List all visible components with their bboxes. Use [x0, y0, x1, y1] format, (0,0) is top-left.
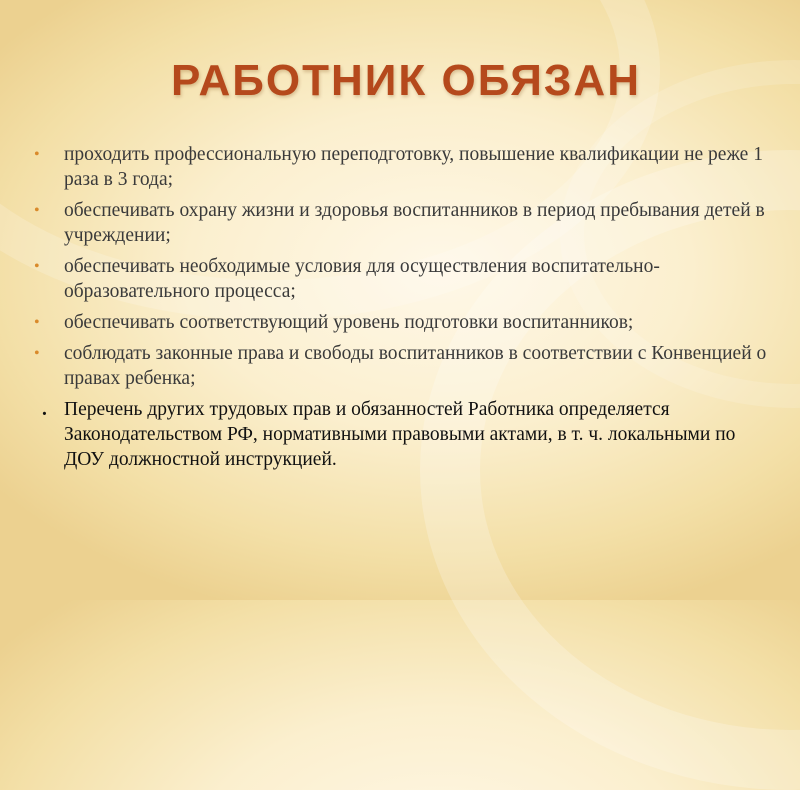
bullet-icon: • — [34, 345, 40, 362]
list-item-text: обеспечивать охрану жизни и здоровья воспитанников в период пребывания детей в учреждении; — [64, 200, 765, 246]
slide-body — [34, 142, 774, 472]
slide-title: РАБОТНИК ОБЯЗАН — [171, 56, 641, 105]
list-item-text: обеспечивать соответствующий уровень подготовки воспитанников; — [64, 312, 634, 333]
list-item — [34, 254, 774, 304]
bullet-icon: • — [34, 202, 40, 219]
list-item — [34, 310, 774, 335]
note-paragraph — [34, 397, 774, 472]
list-item-text: проходить профессиональную переподготовку, повышение квалификации не реже 1 раза в 3 года; — [64, 144, 763, 190]
list-item-text: соблюдать законные права и свободы воспитанников в соответствии с Конвенцией о правах ребенка; — [64, 343, 767, 389]
note-text: Перечень других трудовых прав и обязанностей Работника определяется Законодательством РФ, нормативными правовыми актами, в т. ч. локальными по ДОУ должностной инструкцией. — [64, 399, 736, 470]
bullet-icon: • — [34, 146, 40, 163]
bullet-icon: • — [34, 258, 40, 275]
list-item — [34, 198, 774, 248]
note-mark: . — [42, 399, 47, 420]
bullet-list — [34, 142, 774, 391]
list-item-text: обеспечивать необходимые условия для осуществления воспитательно-образовательного процесса; — [64, 256, 660, 302]
list-item — [34, 341, 774, 391]
list-item — [34, 142, 774, 192]
bullet-icon: • — [34, 314, 40, 331]
